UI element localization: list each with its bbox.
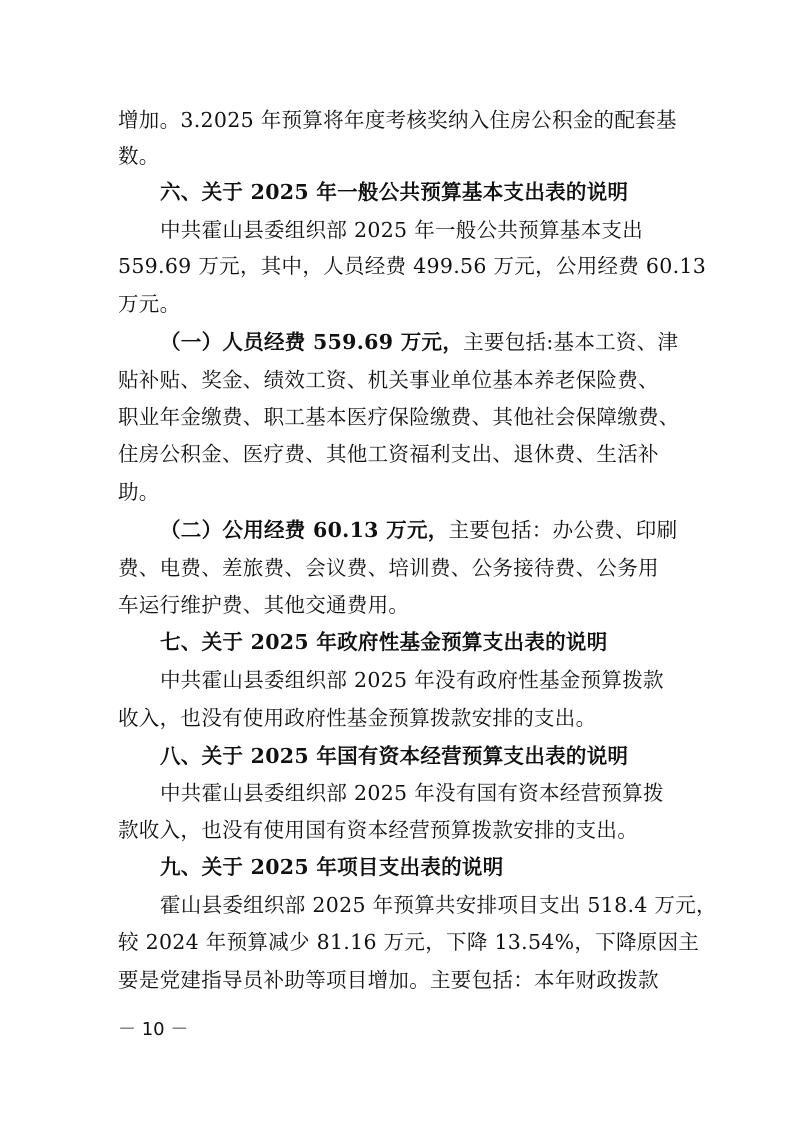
section-heading: 六、关于 2025 年一般公共预算基本支出表的说明 (160, 180, 629, 204)
page-number: － 10 － (118, 1019, 189, 1040)
subsection-text: 主要包括:基本工资、津 (463, 330, 679, 354)
text-line: 559.69 万元，其中，人员经费 499.56 万元，公用经费 60.13 (118, 254, 707, 278)
text-line: 款收入，也没有使用国有资本经营预算拨款安排的支出。 (118, 818, 638, 842)
text-line: 费、电费、差旅费、会议费、培训费、公务接待费、公务用 (118, 556, 659, 580)
section-heading: 七、关于 2025 年政府性基金预算支出表的说明 (160, 630, 608, 654)
text-line: 中共霍山县委组织部 2025 年一般公共预算基本支出 (160, 218, 644, 242)
subsection-text: 主要包括：办公费、印刷 (448, 518, 678, 542)
text-line: 数。 (118, 144, 160, 168)
text-line: 中共霍山县委组织部 2025 年没有国有资本经营预算拨 (160, 781, 664, 805)
text-line: 贴补贴、奖金、绩效工资、机关事业单位基本养老保险费、 (118, 368, 659, 392)
subsection-line (160, 515, 677, 545)
text-line: 中共霍山县委组织部 2025 年没有政府性基金预算拨款 (160, 668, 664, 692)
text-line: 较 2024 年预算减少 81.16 万元，下降 13.54%，下降原因主 (118, 930, 700, 954)
text-line: 助。 (118, 480, 160, 504)
section-heading: 八、关于 2025 年国有资本经营预算支出表的说明 (160, 744, 629, 768)
text-line: 增加。3.2025 年预算将年度考核奖纳入住房公积金的配套基 (118, 108, 677, 132)
text-line: 要是党建指导员补助等项目增加。主要包括：本年财政拨款 (118, 968, 659, 992)
text-line: 职业年金缴费、职工基本医疗保险缴费、其他社会保障缴费、 (118, 405, 680, 429)
text-line: 霍山县委组织部 2025 年预算共安排项目支出 518.4 万元， (160, 893, 717, 917)
text-line: 万元。 (118, 292, 181, 316)
text-line: 住房公积金、医疗费、其他工资福利支出、退休费、生活补 (118, 442, 659, 466)
subsection-lead: （二）公用经费 60.13 万元， (160, 518, 449, 542)
section-heading: 九、关于 2025 年项目支出表的说明 (160, 855, 504, 879)
text-line: 收入，也没有使用政府性基金预算拨款安排的支出。 (118, 706, 597, 730)
text-line: 车运行维护费、其他交通费用。 (118, 593, 410, 617)
subsection-lead: （一）人员经费 559.69 万元， (160, 330, 464, 354)
subsection-line (160, 327, 678, 357)
